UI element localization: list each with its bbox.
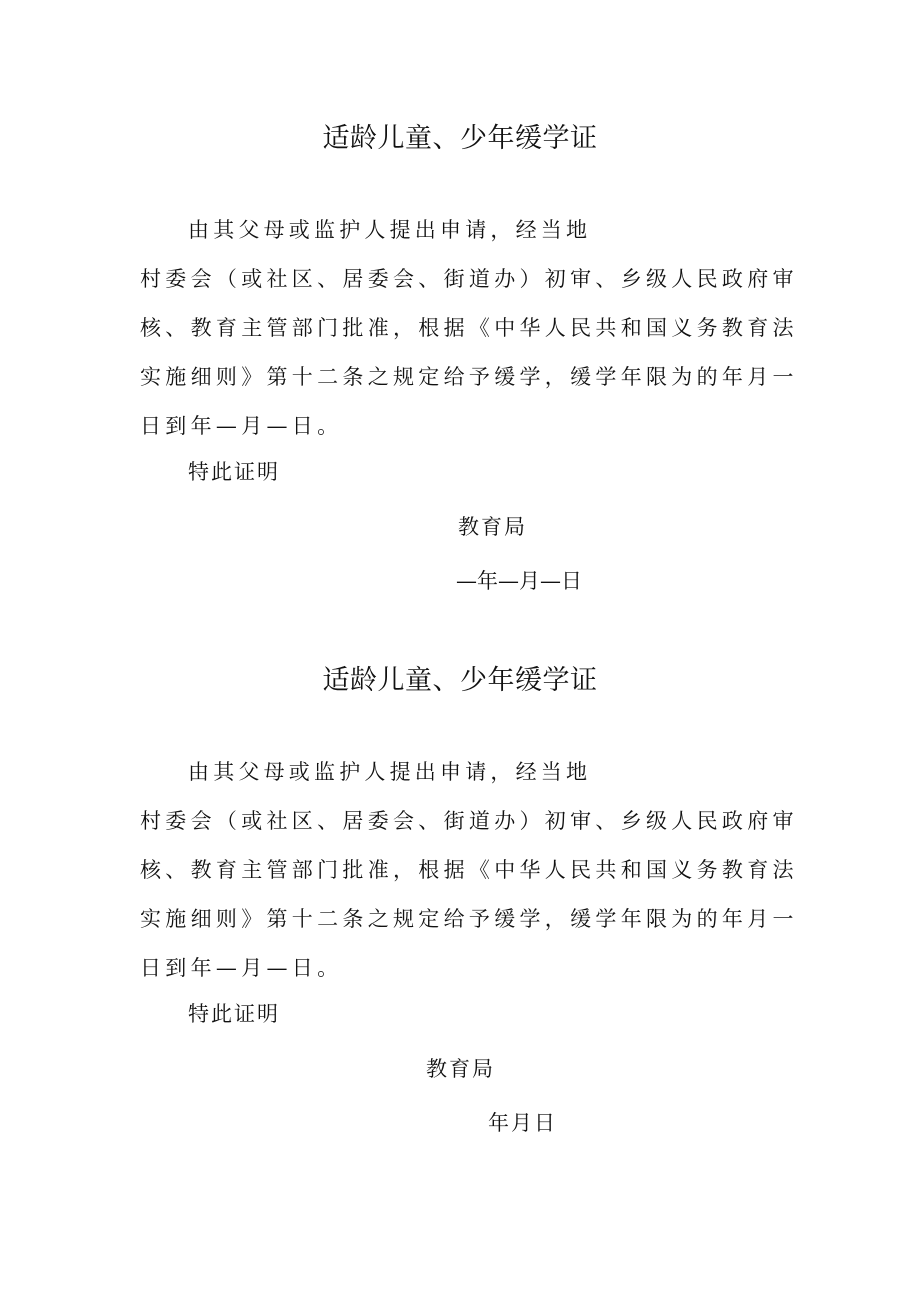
date-line: 年月日 — [488, 1111, 557, 1135]
certificate-title: 适龄儿童、少年缓学证 — [322, 665, 598, 696]
body-line-4: 实施细则》第十二条之规定给予缓学，缓学年限为的年月一 — [140, 365, 798, 389]
body-line-1: 由其父母或监护人提出申请，经当地 — [188, 218, 592, 242]
body-line-2: 村委会（或社区、居委会、街道办）初审、乡级人民政府审 — [140, 267, 798, 291]
body-line-5: 日到年—月—日。 — [140, 956, 343, 980]
body-line-3: 核、教育主管部门批准，根据《中华人民共和国义务教育法 — [140, 316, 798, 340]
closing-text: 特此证明 — [188, 1002, 280, 1026]
body-line-5: 日到年—月—日。 — [140, 414, 343, 438]
body-line-4: 实施细则》第十二条之规定给予缓学，缓学年限为的年月一 — [140, 907, 798, 931]
signatory: 教育局 — [458, 515, 527, 539]
date-line: —年—月—日 — [456, 569, 582, 593]
certificate-title: 适龄儿童、少年缓学证 — [322, 123, 598, 154]
closing-text: 特此证明 — [188, 460, 280, 484]
body-line-2: 村委会（或社区、居委会、街道办）初审、乡级人民政府审 — [140, 809, 798, 833]
signatory: 教育局 — [426, 1057, 495, 1081]
body-line-1: 由其父母或监护人提出申请，经当地 — [188, 760, 592, 784]
body-line-3: 核、教育主管部门批准，根据《中华人民共和国义务教育法 — [140, 858, 798, 882]
